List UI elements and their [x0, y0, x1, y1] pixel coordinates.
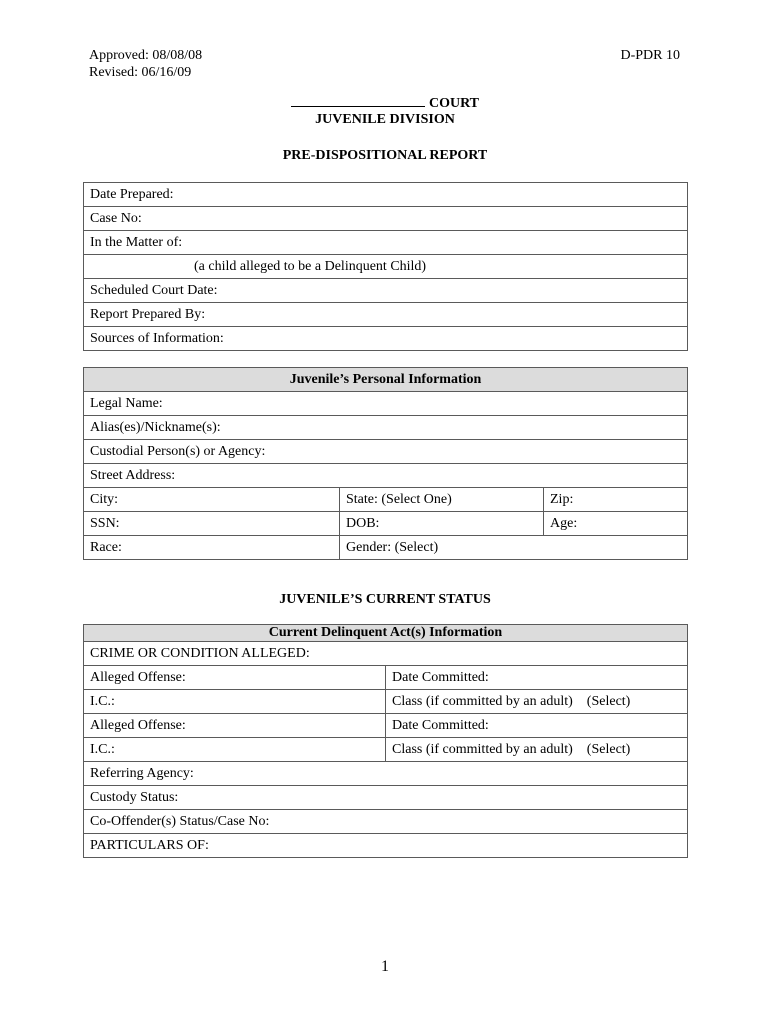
age-field[interactable]: Age: — [544, 512, 688, 536]
form-code: D-PDR 10 — [620, 48, 680, 63]
class-label-1: Class (if committed by an adult) — [392, 694, 573, 709]
date-committed-field-2[interactable]: Date Committed: — [386, 714, 688, 738]
city-field[interactable]: City: — [84, 488, 340, 512]
race-field[interactable]: Race: — [84, 536, 340, 560]
revised-date: Revised: 06/16/09 — [89, 65, 192, 80]
class-select-2[interactable] — [386, 738, 688, 762]
sources-field[interactable]: Sources of Information: — [84, 327, 688, 351]
personal-info-table — [83, 367, 688, 560]
court-title — [0, 94, 770, 112]
child-alleged-note: (a child alleged to be a Delinquent Child) — [84, 255, 688, 279]
particulars-field[interactable]: PARTICULARS OF: — [84, 834, 688, 858]
alleged-offense-field-2[interactable]: Alleged Offense: — [84, 714, 386, 738]
division-title: JUVENILE DIVISION — [315, 112, 455, 127]
zip-field[interactable]: Zip: — [544, 488, 688, 512]
report-prepared-by-field[interactable]: Report Prepared By: — [84, 303, 688, 327]
page-number: 1 — [381, 958, 389, 975]
case-info-table — [83, 182, 688, 351]
crime-alleged-field[interactable]: CRIME OR CONDITION ALLEGED: — [84, 642, 688, 666]
court-name-blank[interactable] — [291, 94, 425, 107]
street-address-field[interactable]: Street Address: — [84, 464, 688, 488]
alleged-offense-field-1[interactable]: Alleged Offense: — [84, 666, 386, 690]
scheduled-court-date-field[interactable]: Scheduled Court Date: — [84, 279, 688, 303]
referring-agency-field[interactable]: Referring Agency: — [84, 762, 688, 786]
personal-info-heading: Juvenile’s Personal Information — [84, 368, 688, 392]
date-committed-field-1[interactable]: Date Committed: — [386, 666, 688, 690]
ssn-field[interactable]: SSN: — [84, 512, 340, 536]
legal-name-field[interactable]: Legal Name: — [84, 392, 688, 416]
ic-field-1[interactable]: I.C.: — [84, 690, 386, 714]
aliases-field[interactable]: Alias(es)/Nickname(s): — [84, 416, 688, 440]
form-dates — [89, 47, 202, 81]
gender-select[interactable]: Gender: (Select) — [340, 536, 688, 560]
date-prepared-field[interactable]: Date Prepared: — [84, 183, 688, 207]
class-label-2: Class (if committed by an adult) — [392, 742, 573, 757]
class-select-value-2[interactable]: (Select) — [586, 742, 631, 757]
ic-field-2[interactable]: I.C.: — [84, 738, 386, 762]
class-select-1[interactable] — [386, 690, 688, 714]
report-title: PRE-DISPOSITIONAL REPORT — [282, 148, 488, 163]
delinquent-acts-heading: Current Delinquent Act(s) Information — [84, 625, 688, 642]
dob-field[interactable]: DOB: — [340, 512, 544, 536]
current-status-heading: JUVENILE’S CURRENT STATUS — [279, 592, 491, 607]
court-label: COURT — [428, 96, 480, 111]
current-status-table — [83, 624, 688, 858]
co-offender-field[interactable]: Co-Offender(s) Status/Case No: — [84, 810, 688, 834]
in-the-matter-field[interactable]: In the Matter of: — [84, 231, 688, 255]
custody-status-field[interactable]: Custody Status: — [84, 786, 688, 810]
custodial-field[interactable]: Custodial Person(s) or Agency: — [84, 440, 688, 464]
approved-date: Approved: 08/08/08 — [89, 48, 203, 63]
class-select-value-1[interactable]: (Select) — [586, 694, 631, 709]
case-no-field[interactable]: Case No: — [84, 207, 688, 231]
state-select[interactable]: State: (Select One) — [340, 488, 544, 512]
